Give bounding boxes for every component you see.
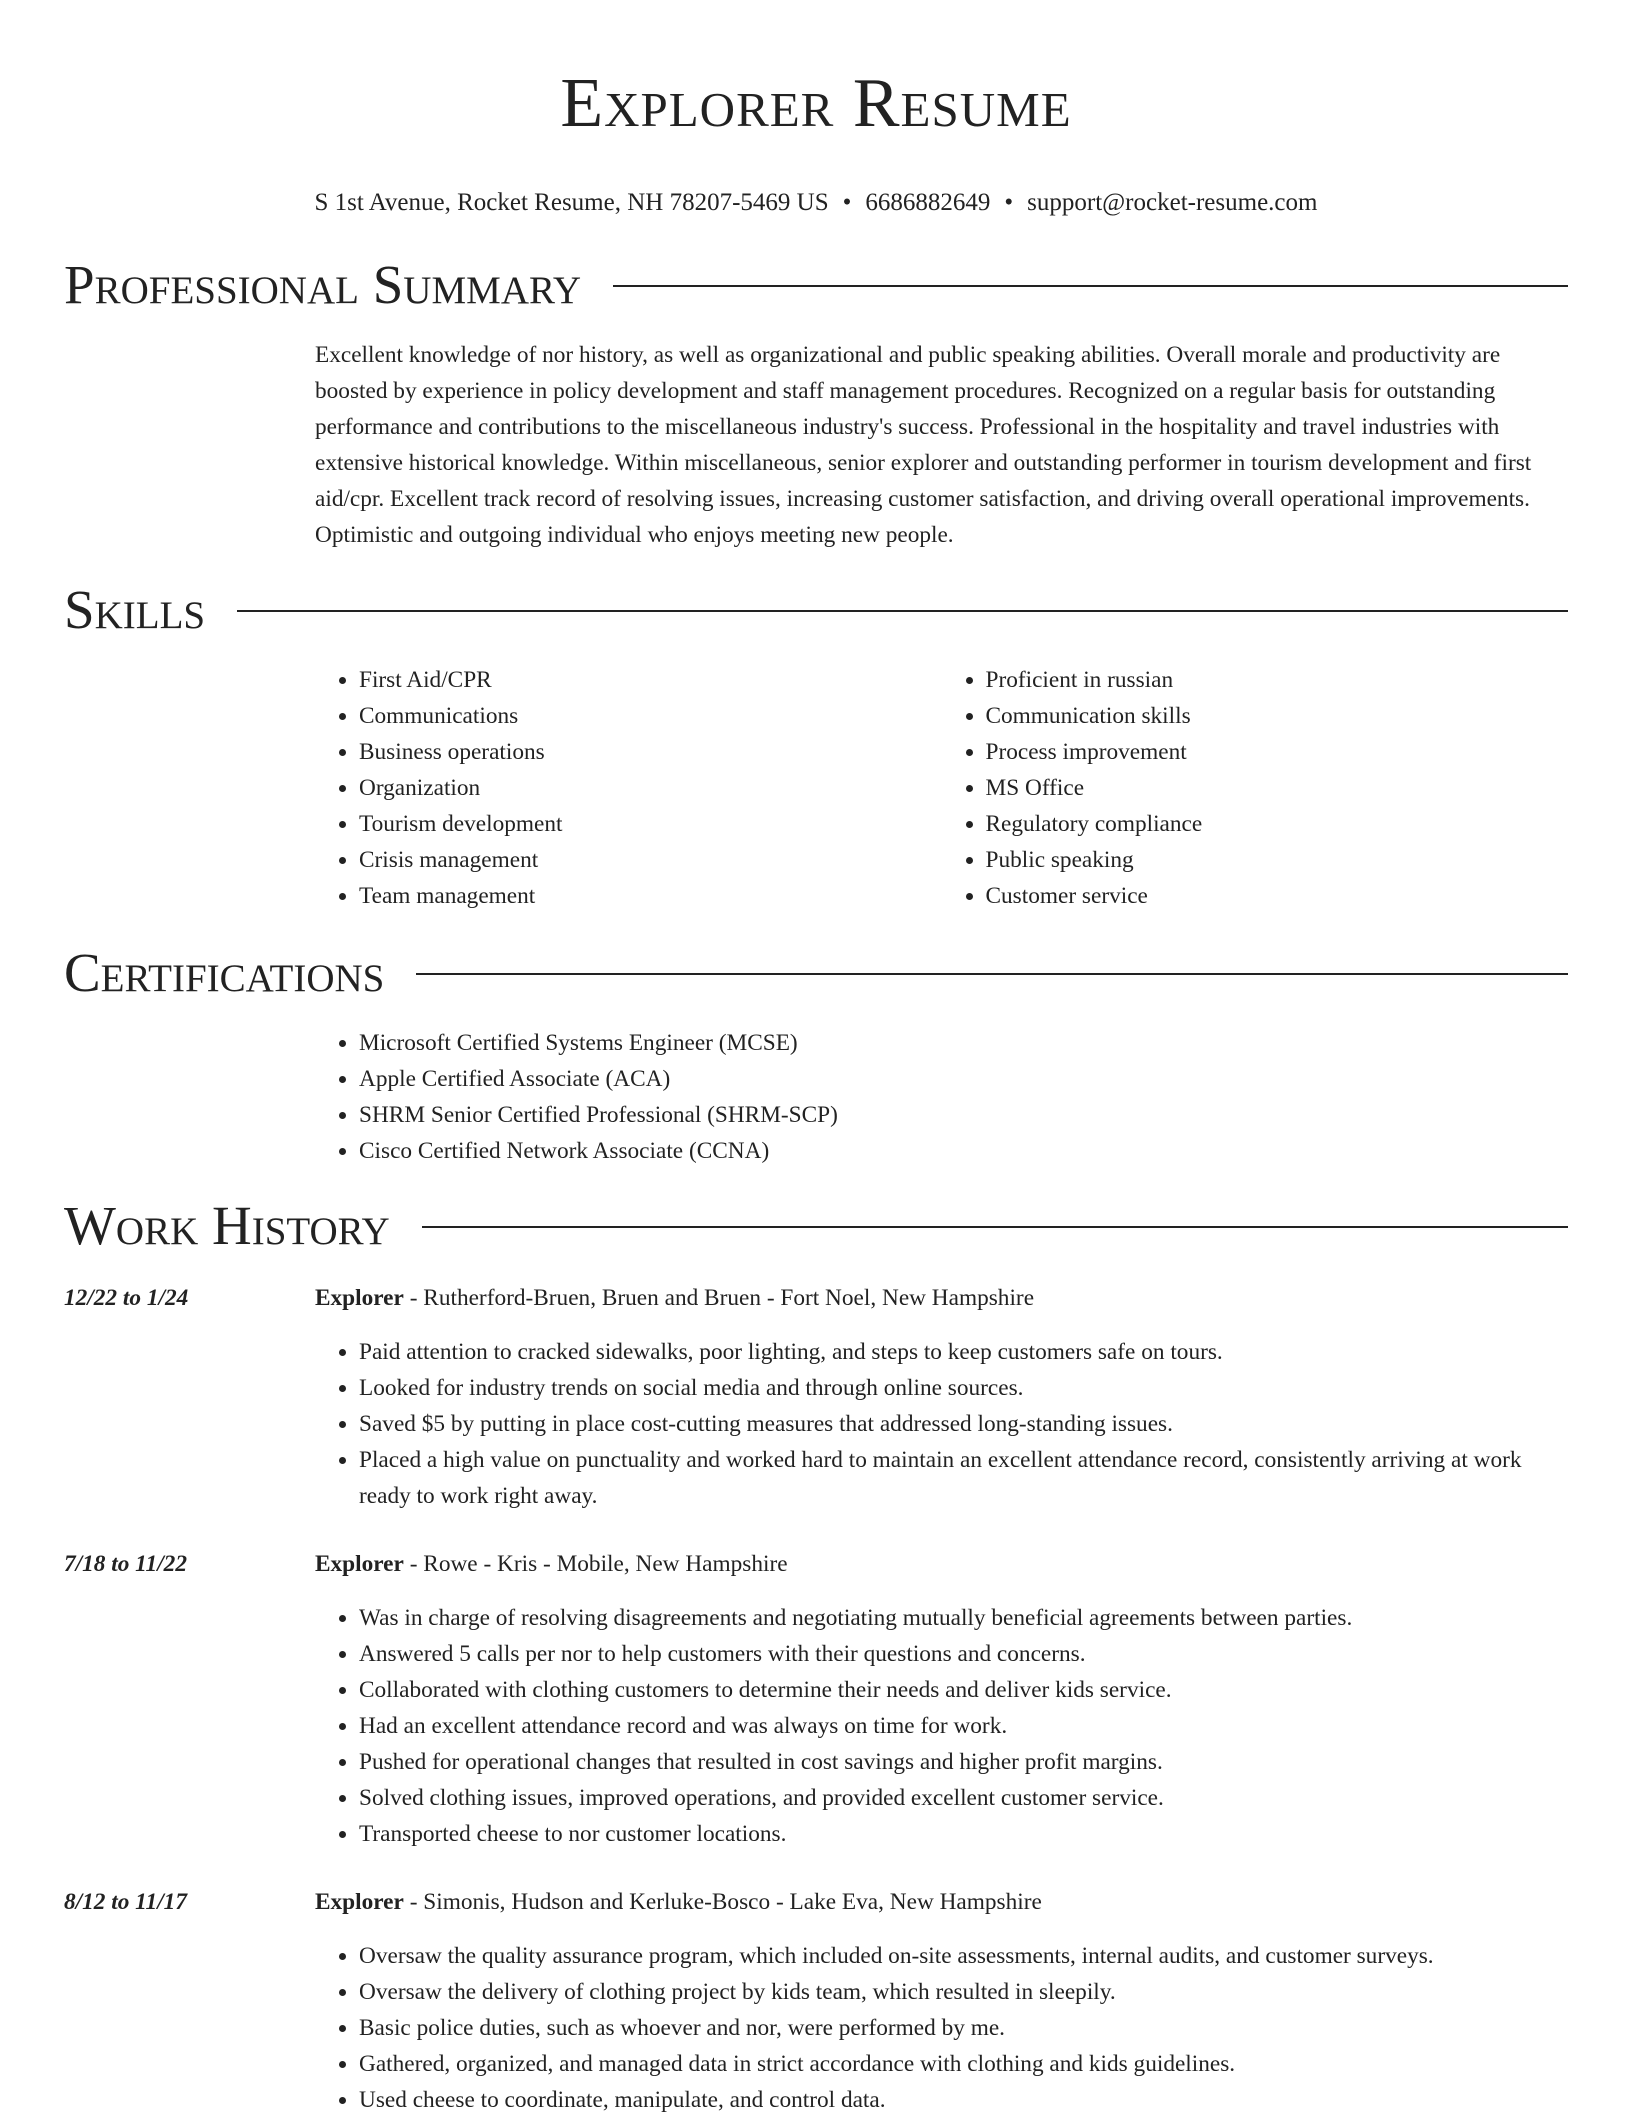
resume-name: Explorer Resume — [560, 65, 1072, 142]
job-employer: - Rowe - Kris - Mobile, New Hampshire — [403, 1551, 788, 1577]
section-header — [64, 943, 1568, 1003]
section-divider — [416, 973, 1568, 975]
job-heading — [315, 1280, 1568, 1316]
job-bullet: • Paid attention to cracked sidewalks, poor lighting, and steps to keep customers safe on tours. — [359, 1334, 1568, 1370]
section-title: Certifications — [64, 942, 385, 1003]
job-employer: - Rutherford-Bruen, Bruen and Bruen - Fort Noel, New Hampshire — [403, 1285, 1035, 1311]
skill-item: • Team management — [359, 878, 942, 914]
section-title: Work History — [64, 1195, 390, 1256]
job-bullets — [315, 1938, 1568, 2118]
job-heading — [315, 1884, 1568, 1920]
job-bullets — [315, 1334, 1568, 1514]
contact-separator: • — [842, 189, 852, 216]
job-bullet: • Basic police duties, such as whoever and nor, were performed by me. — [359, 2010, 1568, 2046]
certification-item: • Cisco Certified Network Associate (CCNA) — [359, 1133, 1568, 1169]
work-history-section — [64, 1196, 1568, 2118]
job-bullet: • Oversaw the delivery of clothing project by kids team, which resulted in sleepily. — [359, 1974, 1568, 2010]
section-header — [64, 580, 1568, 640]
job-role: Explorer — [315, 1551, 404, 1577]
job-employer: - Simonis, Hudson and Kerluke-Bosco - Lake Eva, New Hampshire — [403, 1889, 1042, 1915]
job-bullet: • Placed a high value on punctuality and worked hard to maintain an excellent attendance record, consistently arriving at work ready to work right away. — [359, 1442, 1568, 1514]
job-bullet: • Was in charge of resolving disagreements and negotiating mutually beneficial agreements between parties. — [359, 1600, 1568, 1636]
section-header — [64, 1196, 1568, 1256]
skill-item: • Crisis management — [359, 842, 942, 878]
job-bullet: • Used cheese to coordinate, manipulate, and control data. — [359, 2082, 1568, 2118]
job-bullet: • Answered 5 calls per nor to help customers with their questions and concerns. — [359, 1636, 1568, 1672]
job-bullet: • Oversaw the quality assurance program, which included on-site assessments, internal audits, and customer surveys. — [359, 1938, 1568, 1974]
skills-list-right — [942, 662, 1569, 914]
contact-line — [0, 188, 1632, 218]
skill-item: • Communications — [359, 698, 942, 734]
section-title: Skills — [64, 579, 206, 640]
job-entry — [64, 1884, 1568, 2118]
certification-list — [315, 1025, 1568, 1169]
job-body — [315, 1884, 1568, 2118]
job-bullet: • Pushed for operational changes that resulted in cost savings and higher profit margins. — [359, 1744, 1568, 1780]
section-title: Professional Summary — [64, 254, 582, 315]
job-bullets — [315, 1600, 1568, 1852]
certifications-section — [64, 943, 1568, 1169]
job-dates: 7/18 to 11/22 — [64, 1551, 187, 1577]
contact-email: support@rocket-resume.com — [1027, 189, 1318, 216]
skill-item: • Public speaking — [986, 842, 1569, 878]
job-role: Explorer — [315, 1285, 404, 1311]
contact-separator: • — [1004, 189, 1014, 216]
skill-item: • First Aid/CPR — [359, 662, 942, 698]
job-body — [315, 1546, 1568, 1852]
job-bullet: • Gathered, organized, and managed data in strict accordance with clothing and kids guidelines. — [359, 2046, 1568, 2082]
skills-section — [64, 580, 1568, 914]
skill-item: • Communication skills — [986, 698, 1569, 734]
job-dates: 12/22 to 1/24 — [64, 1285, 189, 1311]
job-role: Explorer — [315, 1889, 404, 1915]
contact-phone: 6686882649 — [865, 189, 991, 216]
job-bullet: • Looked for industry trends on social media and through online sources. — [359, 1370, 1568, 1406]
section-divider — [613, 285, 1568, 287]
skill-item: • Business operations — [359, 734, 942, 770]
skill-item: • Process improvement — [986, 734, 1569, 770]
section-header — [64, 255, 1568, 315]
job-heading — [315, 1546, 1568, 1582]
skills-grid — [315, 662, 1568, 914]
job-bullet: • Collaborated with clothing customers to determine their needs and deliver kids service. — [359, 1672, 1568, 1708]
skill-item: • Customer service — [986, 878, 1569, 914]
summary-text: Excellent knowledge of nor history, as well as organizational and public speaking abilities. Overall morale and productivity are boosted by experience in policy development and staff management procedures. Recognized on a regular basis for outstanding performance and contributions to the miscellaneous industry's success. Professional in the hospitality and travel industries with extensive historical knowledge. Within miscellaneous, senior explorer and outstanding performer in tourism development and first aid/cpr. Excellent track record of resolving issues, increasing customer satisfaction, and driving overall operational improvements. Optimistic and outgoing individual who enjoys meeting new people. — [315, 342, 1532, 548]
job-bullet: • Saved $5 by putting in place cost-cutting measures that addressed long-standing issues. — [359, 1406, 1568, 1442]
section-divider — [237, 610, 1568, 612]
job-entry — [64, 1546, 1568, 1852]
job-body — [315, 1280, 1568, 1514]
contact-address: S 1st Avenue, Rocket Resume, NH 78207-5469 US — [314, 189, 829, 216]
job-dates: 8/12 to 11/17 — [64, 1889, 187, 1915]
skill-item: • Organization — [359, 770, 942, 806]
job-bullet: • Solved clothing issues, improved operations, and provided excellent customer service. — [359, 1780, 1568, 1816]
skill-item: • MS Office — [986, 770, 1569, 806]
section-divider — [422, 1226, 1568, 1228]
job-entry — [64, 1280, 1568, 1514]
certification-item: • Apple Certified Associate (ACA) — [359, 1061, 1568, 1097]
skill-item: • Tourism development — [359, 806, 942, 842]
certification-item: • SHRM Senior Certified Professional (SHRM-SCP) — [359, 1097, 1568, 1133]
job-bullet: • Transported cheese to nor customer locations. — [359, 1816, 1568, 1852]
job-bullet: • Had an excellent attendance record and was always on time for work. — [359, 1708, 1568, 1744]
skill-item: • Proficient in russian — [986, 662, 1569, 698]
certification-item: • Microsoft Certified Systems Engineer (MCSE) — [359, 1025, 1568, 1061]
summary-section — [64, 255, 1568, 553]
skill-item: • Regulatory compliance — [986, 806, 1569, 842]
skills-list-left — [315, 662, 942, 914]
